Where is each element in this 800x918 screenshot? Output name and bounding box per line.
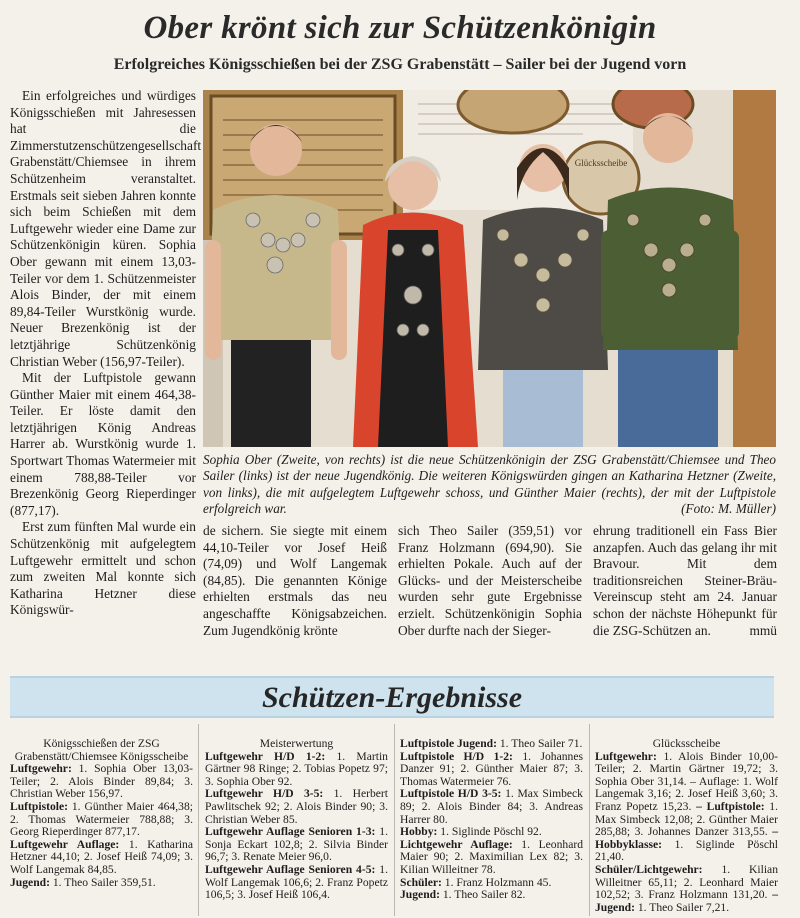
col4-b-text: 1. Max Simbeck 12,08; 2. Günther Maier 285,88; 3. Johannes Danzer 313,55.	[595, 799, 778, 839]
col1-la-label: Luftgewehr Auflage:	[10, 837, 120, 851]
col4-c-text: 1. Siglinde Pöschl 21,40.	[595, 837, 778, 864]
caption-text: Sophia Ober (Zweite, von rechts) ist die neue Schützenkönigin der ZSG Grabenstätt/Chiemsee und Theo Sailer (links) ist der neue Jugendkönig. Die weiteren Königswürden gingen an Katharina Hetzner (Zweite, von links), die mit aufgelegtem Luftgewehr schoss, und Günther Maier (rechts), der mit der Luftpistole erfolgreich war.	[203, 452, 776, 517]
col3-b-text: 1. Johannes Danzer 91; 2. Günther Maier 87; 3. Thomas Watermeier 76.	[400, 749, 583, 788]
col2-b-text: 1. Herbert Pawlitschek 92; 2. Alois Binder 90; 3. Christian Weber 85.	[205, 787, 388, 826]
article-paragraph-1: Ein erfolgreiches und würdiges Königsschießen mit Jahresessen hat die Zimmerstutzenschützengesellschaft Grabenstätt/Chiemsee in ihrem Schützenheim veranstaltet. Erstmals seit sieben Jahren konnte sich beim Schießen mit dem Luftgewehr wieder eine Dame zur Schützenkönigin küren. Sophia Ober gewann mit einem 13,03-Teiler vor dem 1. Schützenmeister Alois Binder, der mit einem 89,84-Teiler Wurstkönig wurde. Neuer Brezenkönig ist der letztjährige Schützenkönig Christian Weber (156,97-Teiler).	[10, 88, 202, 369]
author-initials: mmü	[749, 622, 777, 638]
results-column-1	[10, 738, 193, 889]
col3-e-text: 1. Leonhard Maier 90; 2. Maximilian Lex 82; 3. Kilian Willeitner 78.	[400, 837, 583, 876]
col2-heading: Meisterwertung	[259, 737, 334, 750]
col4-b-label: – Luftpistole:	[696, 799, 765, 813]
col3-e-label: Lichtgewehr Auflage:	[400, 837, 513, 851]
results-column-2	[205, 738, 388, 902]
wall-sign-text: Glücksscheibe	[574, 158, 628, 168]
col3-g-text: 1. Theo Sailer 82.	[442, 888, 526, 902]
article-column-1	[10, 88, 202, 619]
col3-b-label: Luftpistole H/D 1-2:	[400, 749, 513, 763]
col1-lg-label: Luftgewehr:	[10, 762, 72, 776]
col3-g-label: Jugend:	[400, 888, 440, 902]
col2-a-label: Luftgewehr H/D 1-2:	[205, 749, 326, 763]
col1-lp-label: Luftpistole:	[10, 799, 68, 813]
article-column-2: de sichern. Sie siegte mit einem 44,10-Teiler vor Josef Heiß (74,09) und Wolf Langemak (84,85). Die genannten Könige erhielten erstmals das neu angeschaffte Königsabzeichen. Zum Jugendkönig krönte	[203, 523, 387, 638]
col1-la-text: 1. Katharina Hetzner 44,10; 2. Josef Heiß 74,09; 3. Wolf Langemak 84,85.	[10, 837, 193, 876]
col3-a-label: Luftpistole Jugend:	[400, 737, 497, 750]
results-column-4	[595, 738, 778, 914]
column-rule	[589, 724, 590, 916]
col1-lp-text: 1. Günther Maier 464,38; 2. Thomas Watermeier 788,88; 3. Georg Rieperdinger 877,17.	[10, 799, 193, 839]
photo-illustration	[203, 90, 776, 447]
col3-d-label: Hobby:	[400, 825, 438, 839]
col3-a-text: 1. Theo Sailer 71.	[499, 737, 583, 750]
col2-a-text: 1. Martin Gärtner 98 Ringe; 2. Tobias Popetz 97; 3. Sophia Ober 92.	[205, 749, 388, 788]
col4-d-label: Schüler/Lichtgewehr:	[595, 862, 703, 876]
col1-heading: Königsschießen der ZSG Grabenstätt/Chiemsee Königsscheibe	[14, 737, 189, 763]
col1-lg-text: 1. Sophia Ober 13,03-Teiler; 2. Alois Binder 89,84; 3. Christian Weber 156,97.	[10, 762, 193, 801]
subheadline: Erfolgreiches Königsschießen bei der ZSG Grabenstätt – Sailer bei der Jugend vorn	[113, 56, 687, 73]
results-banner	[10, 676, 774, 718]
col1-jg-text: 1. Theo Sailer 359,51.	[52, 875, 156, 889]
results-title: Schützen-Ergebnisse	[261, 681, 523, 714]
photo-caption	[203, 452, 776, 518]
col2-c-label: Luftgewehr Auflage Senioren 1-3:	[205, 825, 376, 839]
col3-f-label: Schüler:	[400, 875, 442, 889]
article-column-3: sich Theo Sailer (359,51) vor Franz Holzmann (694,90). Sie erhielten Pokale. Auch auf der Glücks- und der Meisterscheibe wurden sehr gute Ergebnisse erzielt. Schützenkönigin Sophia Ober durfte nach der Sieger-	[398, 523, 582, 638]
col4-heading: Glücksscheibe	[652, 737, 721, 750]
group-photo	[203, 90, 776, 447]
col4-e-text: 1. Theo Sailer 7,21.	[637, 900, 730, 914]
col3-c-label: Luftpistole H/D 3-5:	[400, 787, 502, 801]
col1-jg-label: Jugend:	[10, 875, 50, 889]
article-paragraph-2: Mit der Luftpistole gewann Günther Maier mit einem 464,38-Teiler. Er löste damit den letztjährigen König Andreas Harrer ab. Wurstkönig wurde 1. Sportwart Thomas Watermeier mit einem 788,88-Teiler vor Brezenkönig Georg Rieperdinger (877,17).	[10, 370, 196, 518]
col2-d-label: Luftgewehr Auflage Senioren 4-5:	[205, 862, 376, 876]
col3-d-text: 1. Siglinde Pöschl 92.	[440, 825, 542, 839]
article-column-4	[593, 523, 777, 639]
photo-credit: (Foto: M. Müller)	[681, 501, 776, 517]
col2-b-label: Luftgewehr H/D 3-5:	[205, 787, 324, 801]
col4-e-label: – Jugend:	[595, 888, 778, 914]
column-rule	[394, 724, 395, 916]
article-column-4-text: ehrung traditionell ein Fass Bier anzapfen. Auch das gelang ihr mit Bravour. Mit dem traditionsreichen Steiner-Bräu-Vereinscup steht am 24. Januar schon der nächste Höhepunkt für die ZSG-Schützen an.	[593, 523, 777, 638]
col3-c-text: 1. Max Simbeck 89; 2. Alois Binder 84; 3. Andreas Harrer 80.	[400, 787, 583, 826]
results-column-3	[400, 738, 583, 902]
col4-a-text: 1. Alois Binder 10,00-Teiler; 2. Martin Gärtner 19,72; 3. Sophia Ober 31,14. – Auflage: 1. Wolf Langemak 3,16; 2. Josef Heiß 3,60; 3. Franz Popetz 15,23.	[595, 749, 778, 813]
col4-d-text: 1. Kilian Willeitner 65,11; 2. Leonhard Maier 102,52; 3. Franz Holzmann 131,20.	[595, 862, 778, 902]
headline: Ober krönt sich zur Schützenkönigin	[143, 10, 657, 46]
col4-a-label: Luftgewehr:	[595, 749, 657, 763]
col2-c-text: 1. Sonja Eckart 102,8; 2. Silvia Binder 96,7; 3. Renate Meier 96,0.	[205, 825, 388, 864]
column-rule	[198, 724, 199, 916]
article-paragraph-3: Erst zum fünften Mal wurde ein Schützenkönig mit aufgelegtem Luftgewehr ermittelt und schon zum zweiten Mal konnte sich Katharina Hetzner diese Königswür-	[10, 519, 196, 618]
col2-d-text: 1. Wolf Langemak 106,6; 2. Franz Popetz 106,5; 3. Josef Heiß 106,4.	[205, 862, 388, 902]
col4-c-label: – Hobbyklasse:	[595, 825, 778, 851]
col3-f-text: 1. Franz Holzmann 45.	[444, 875, 552, 889]
